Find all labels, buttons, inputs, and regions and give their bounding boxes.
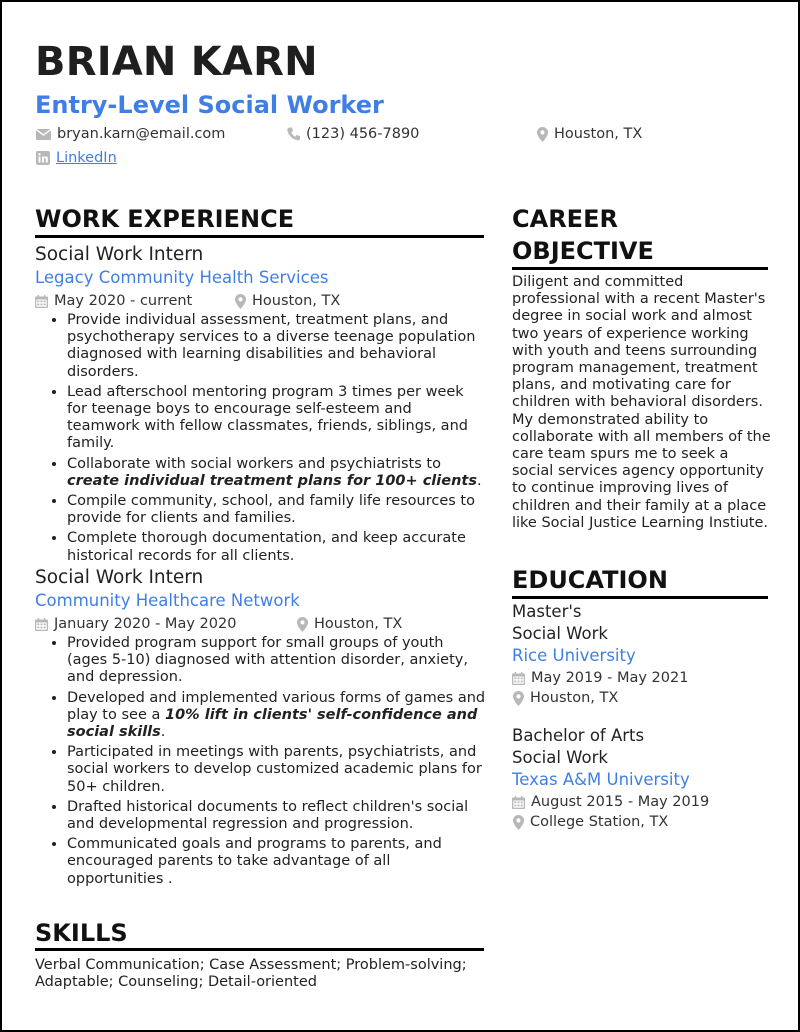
map-pin-icon (513, 815, 524, 830)
skills-rule (35, 948, 484, 951)
job-bullet: • Participated in meetings with parents, psychiatrists, and social workers to develop customized academic plans for 50+ children. (67, 744, 487, 796)
job-dates-text: May 2020 - current (54, 293, 193, 309)
education-school: Texas A&M University (512, 770, 690, 789)
calendar-icon (512, 796, 525, 809)
education-location-text: Houston, TX (530, 690, 619, 706)
career-objective-heading-line1: CAREER (512, 205, 618, 233)
education-degree: Bachelor of Arts (512, 726, 645, 745)
job-bullet: • Provided program support for small groups of youth (ages 5-10) diagnosed with attention disorder, anxiety, and depression. (67, 635, 487, 687)
job-bullet: • Drafted historical documents to reflect children's social and developmental regression and progression. (67, 799, 487, 833)
job-role: Social Work Intern (35, 244, 204, 265)
skills-text: Verbal Communication; Case Assessment; Problem-solving; Adaptable; Counseling; Detail-oriented (35, 957, 467, 991)
education-field: Social Work (512, 748, 608, 767)
job-bullets (35, 312, 487, 565)
education-school: Rice University (512, 646, 636, 665)
job-bullet: • Communicated goals and programs to parents, and encouraged parents to take advantage of all opportunities . (67, 836, 487, 888)
job-bullet: • Collaborate with social workers and psychiatrists to create individual treatment plans for 100+ clients. (67, 456, 487, 490)
career-objective-rule (512, 267, 768, 270)
education-heading: EDUCATION (512, 566, 668, 594)
career-objective-heading-line2: OBJECTIVE (512, 237, 654, 265)
education-dates (512, 792, 774, 812)
job-bullet: • Lead afterschool mentoring program 3 times per week for teenage boys to encourage self-esteem and teamwork with fellow classmates, friends, siblings, and family. (67, 384, 487, 453)
map-pin-icon (537, 127, 548, 142)
job-entry-1 (35, 243, 487, 568)
education-entry-1 (512, 601, 774, 708)
contact-location (537, 124, 642, 144)
education-location (512, 688, 774, 708)
job-bullet: • Compile community, school, and family life resources to provide for clients and families. (67, 493, 487, 527)
job-organization: Legacy Community Health Services (35, 268, 329, 287)
phone-text: (123) 456-7890 (306, 126, 420, 142)
job-bullet: • Developed and implemented various forms of games and play to see a 10% lift in clients' self-confidence and social skills. (67, 690, 487, 742)
calendar-icon (35, 618, 48, 631)
candidate-name: BRIAN KARN (35, 39, 318, 85)
education-dates-text: May 2019 - May 2021 (531, 670, 689, 686)
contact-email (36, 124, 225, 144)
contact-phone (287, 124, 419, 144)
education-location-text: College Station, TX (530, 814, 669, 830)
work-experience-heading: WORK EXPERIENCE (35, 205, 295, 233)
candidate-title: Entry-Level Social Worker (35, 91, 384, 119)
education-location (512, 812, 774, 832)
education-entry-2 (512, 725, 774, 832)
job-location-text: Houston, TX (252, 293, 341, 309)
skills-heading: SKILLS (35, 919, 128, 947)
envelope-icon (36, 129, 51, 140)
location-text: Houston, TX (554, 126, 643, 142)
map-pin-icon (235, 294, 246, 309)
job-role: Social Work Intern (35, 567, 204, 588)
job-location (235, 291, 340, 311)
job-location (297, 614, 402, 634)
email-text: bryan.karn@email.com (57, 126, 226, 142)
calendar-icon (512, 672, 525, 685)
phone-icon (287, 127, 300, 141)
education-dates-text: August 2015 - May 2019 (531, 794, 710, 810)
linkedin-link[interactable]: LinkedIn (56, 150, 117, 166)
contact-linkedin (36, 148, 117, 168)
job-dates (35, 291, 235, 311)
education-field: Social Work (512, 624, 608, 643)
education-degree: Master's (512, 602, 582, 621)
work-experience-rule (35, 235, 484, 238)
job-dates (35, 614, 297, 634)
career-objective-text: Diligent and committed professional with a recent Master's degree in social work and almost two years of experience working with youth and teens surrounding program management, treatment plans, and motivating care for children with behavioral disorders. My demonstrated ability to collaborate with all members of the care team spurs me to seek a social services agency opportunity to continue improving lives of children and their family at a place like Social Justice Learning Instiute. (512, 274, 771, 531)
map-pin-icon (297, 617, 308, 632)
calendar-icon (35, 295, 48, 308)
linkedin-icon (36, 151, 50, 165)
education-rule (512, 596, 768, 599)
job-dates-text: January 2020 - May 2020 (54, 616, 237, 632)
education-dates (512, 668, 774, 688)
job-location-text: Houston, TX (314, 616, 403, 632)
job-bullet: • Complete thorough documentation, and keep accurate historical records for all clients. (67, 530, 487, 564)
job-entry-2 (35, 566, 487, 891)
job-organization: Community Healthcare Network (35, 591, 300, 610)
job-bullets (35, 635, 487, 888)
job-bullet: • Provide individual assessment, treatment plans, and psychotherapy services to a diverse teenage population diagnosed with learning disabilities and behavioral disorders. (67, 312, 487, 381)
map-pin-icon (513, 691, 524, 706)
